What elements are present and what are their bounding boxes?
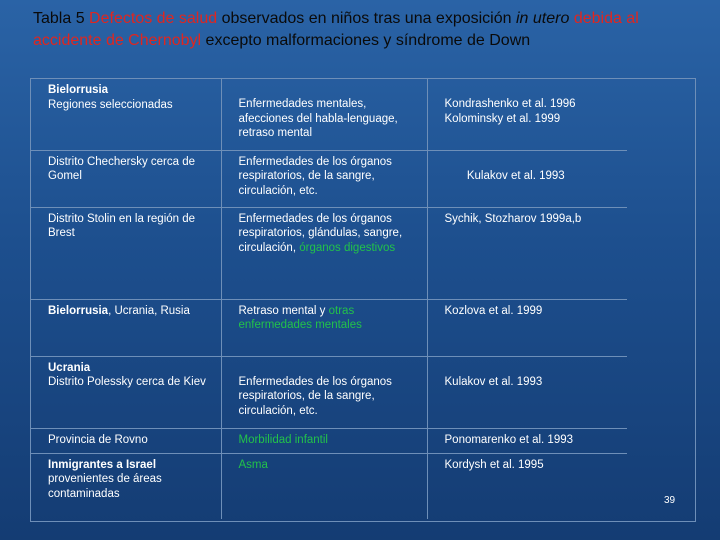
disease-highlight: otras enfermedades mentales: [238, 304, 362, 331]
title-part-3: observados en niños tras una exposición: [217, 10, 516, 27]
disease-label: Retraso mental y: [238, 304, 329, 317]
reference-cell: [427, 428, 627, 453]
table-row: [31, 299, 695, 356]
reference-label: Kozlova et al. 1999: [444, 304, 543, 317]
region-bold-label: Ucrania: [48, 361, 91, 374]
reference-cell: [427, 79, 627, 150]
disease-cell: [221, 453, 427, 519]
reference-label: Kulakov et al. 1993: [463, 170, 565, 182]
disease-cell: [221, 79, 427, 150]
reference-cell: [427, 356, 627, 428]
region-cell: [31, 453, 221, 519]
reference-label: Kordysh et al. 1995: [444, 458, 544, 471]
region-cell: [31, 299, 221, 356]
disease-cell: [221, 356, 427, 428]
title-part-health-defects: Defectos de salud: [89, 10, 218, 27]
region-cell: [31, 356, 221, 428]
table-row: [31, 428, 695, 453]
table-row: [31, 150, 695, 207]
region-cell: [31, 79, 221, 150]
disease-cell: [221, 428, 427, 453]
region-label: Regiones seleccionadas: [48, 98, 173, 111]
reference-label: Sychik, Stozharov 1999a,b: [444, 212, 582, 225]
reference-label: Kondrashenko et al. 1996 Kolominsky et al. 1999: [444, 98, 576, 125]
region-label: provenientes de áreas contaminadas: [48, 473, 162, 500]
title-part-1: Tabla 5: [33, 10, 90, 27]
region-label: Distrito Stolin en la región de Brest: [48, 212, 196, 239]
region-label: Distrito Chechersky cerca de Gomel: [48, 155, 195, 182]
reference-cell: [427, 150, 627, 207]
table-row: [31, 356, 695, 428]
reference-label: Ponomarenko et al. 1993: [444, 433, 574, 446]
reference-label: Kulakov et al. 1993: [444, 375, 543, 388]
title-part-7: excepto malformaciones y síndrome de Down: [201, 32, 531, 49]
region-label: Distrito Polessky cerca de Kiev: [48, 376, 206, 388]
region-label: Provincia de Rovno: [48, 433, 148, 446]
disease-highlight: Morbilidad infantil: [238, 433, 328, 446]
disease-cell: [221, 299, 427, 356]
region-cell: [31, 428, 221, 453]
region-cell: [31, 207, 221, 299]
region-bold-label: Inmigrantes a Israel: [48, 458, 157, 471]
region-bold-label: Bielorrusia: [48, 84, 109, 96]
region-cell: [31, 150, 221, 207]
disease-cell: [221, 150, 427, 207]
disease-highlight: órganos digestivos: [299, 241, 396, 254]
disease-cell: [221, 207, 427, 299]
table-row: [31, 207, 695, 299]
table-row: [31, 79, 695, 150]
reference-cell: [427, 299, 627, 356]
disease-label: Enfermedades de los órganos respiratorios, glándulas, sangre, circulación,: [238, 212, 403, 254]
reference-cell: [427, 207, 627, 299]
health-defects-table: [31, 79, 695, 519]
reference-cell: [427, 453, 627, 519]
disease-label: Enfermedades de los órganos respiratorios, de la sangre, circulación, etc.: [238, 375, 392, 417]
disease-label: Enfermedades de los órganos respiratorios, de la sangre, circulación, etc.: [238, 155, 392, 197]
title-part-chernobyl: debida al accidente de Chernobyl: [33, 10, 639, 49]
table-frame: [30, 78, 696, 522]
region-label: , Ucrania, Rusia: [108, 304, 190, 317]
title-part-in-utero: in utero: [515, 10, 570, 27]
slide-number: 39: [664, 495, 676, 506]
slide-title: [33, 8, 703, 52]
table-row: [31, 453, 695, 519]
disease-label: Enfermedades mentales, afecciones del habla-lenguage, retraso mental: [238, 98, 398, 139]
region-bold-label: Bielorrusia: [48, 304, 109, 317]
disease-highlight: Asma: [238, 458, 268, 471]
